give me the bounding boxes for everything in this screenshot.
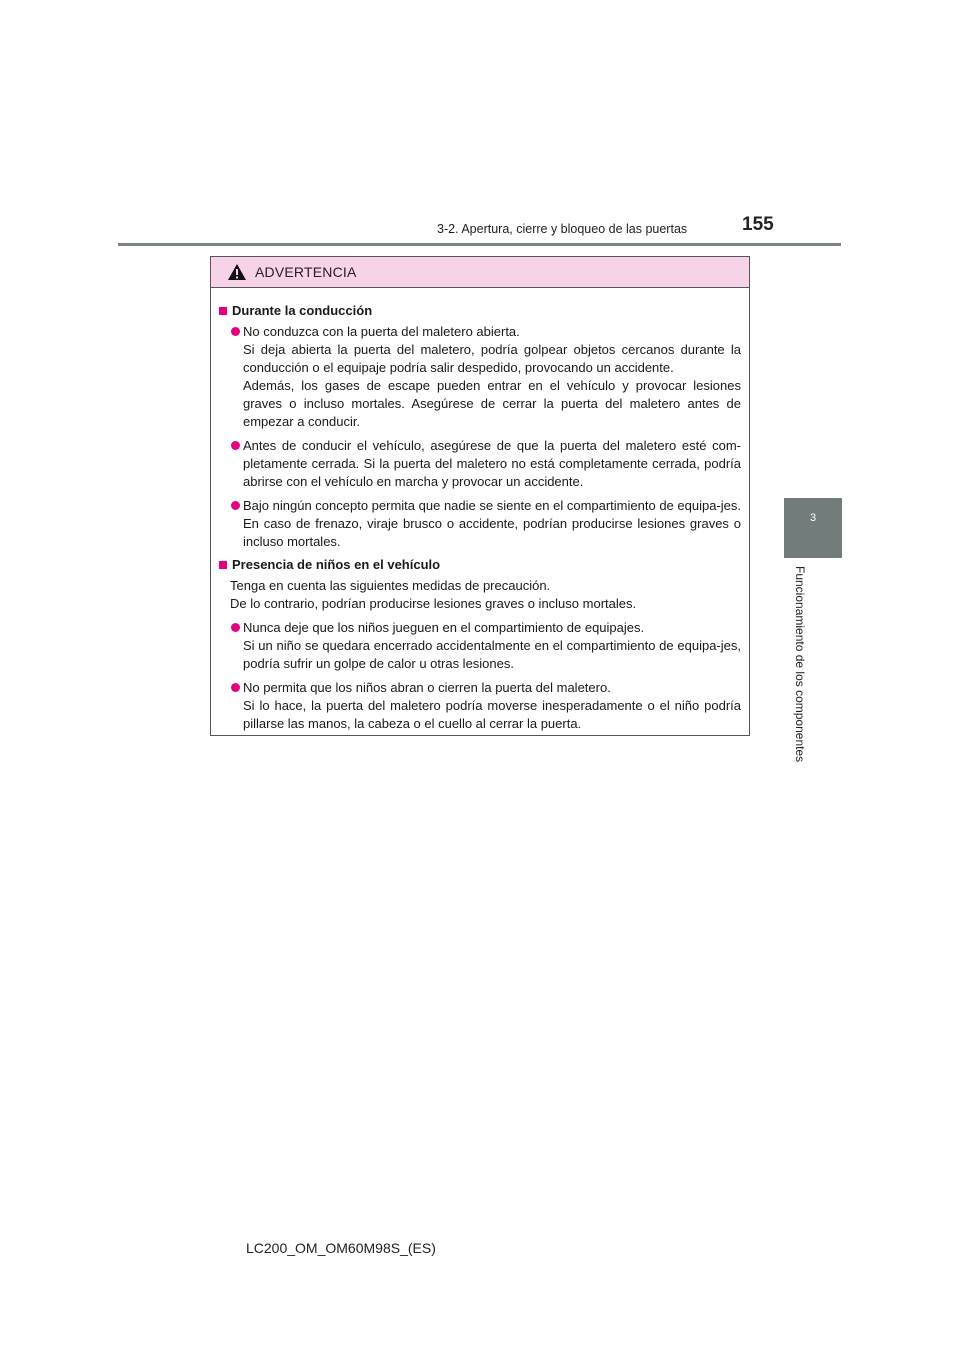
list-item (219, 323, 741, 431)
chapter-number: 3 (809, 512, 817, 524)
section-heading (219, 300, 741, 321)
square-bullet-icon (219, 307, 227, 315)
list-item-text: Si deja abierta la puerta del maletero, podría golpear objetos cercanos durante la conducción o el equipaje podría salir despedido, provocando un accidente. (243, 342, 741, 375)
section-heading-text: Durante la conducción (232, 302, 373, 318)
list-item-text: Antes de conducir el vehículo, asegúrese de que la puerta del maletero esté com-pletamente cerrada. Si la puerta del maletero no está completamente cerrada, podría abrirse con el vehículo en marcha y provocar un accidente. (243, 438, 741, 489)
list-item (219, 679, 741, 733)
warning-box (210, 256, 750, 736)
circle-bullet-icon (231, 501, 240, 510)
list-item-text: No conduzca con la puerta del maletero abierta. (243, 324, 520, 339)
intro-line: Tenga en cuenta las siguientes medidas de precaución. (230, 578, 551, 593)
square-bullet-icon (219, 561, 227, 569)
list-item-text: Nunca deje que los niños jueguen en el compartimiento de equipajes. (243, 620, 645, 635)
warning-body (211, 288, 749, 733)
chapter-tab (784, 498, 842, 558)
list-item (219, 497, 741, 551)
page-number: 155 (742, 214, 774, 235)
list-item (219, 619, 741, 673)
warning-triangle-icon (227, 263, 247, 281)
list-item (219, 437, 741, 491)
section-heading-text: Presencia de niños en el vehículo (232, 556, 441, 572)
intro-line: De lo contrario, podrían producirse lesiones graves o incluso mortales. (230, 596, 637, 611)
chapter-label: Funcionamiento de los componentes (793, 566, 807, 763)
document-code: LC200_OM_OM60M98S_(ES) (246, 1240, 436, 1256)
list-item-text: Si un niño se quedara encerrado accidentalmente en el compartimiento de equipa-jes, podría sufrir un golpe de calor u otras lesiones. (243, 638, 741, 671)
section-intro (219, 577, 741, 613)
list-item-text: Bajo ningún concepto permita que nadie se siente en el compartimiento de equipa-jes. En caso de frenazo, viraje brusco o accidente, podrían producirse lesiones graves o incluso mortales. (243, 498, 741, 549)
circle-bullet-icon (231, 327, 240, 336)
list-item-text: No permita que los niños abran o cierren la puerta del maletero. (243, 680, 611, 695)
header-rule (118, 243, 841, 246)
warning-header (211, 257, 749, 288)
running-header: 3-2. Apertura, cierre y bloqueo de las puertas (437, 222, 688, 236)
circle-bullet-icon (231, 683, 240, 692)
section-heading (219, 554, 741, 575)
warning-title: ADVERTENCIA (255, 264, 357, 280)
circle-bullet-icon (231, 441, 240, 450)
list-item-text: Si lo hace, la puerta del maletero podría moverse inesperadamente o el niño podría pillarse las manos, la cabeza o el cuello al cerrar la puerta. (243, 698, 741, 731)
list-item-text: Además, los gases de escape pueden entrar en el vehículo y provocar lesiones graves o incluso mortales. Asegúrese de cerrar la puerta del maletero antes de empezar a conducir. (243, 378, 741, 429)
circle-bullet-icon (231, 623, 240, 632)
